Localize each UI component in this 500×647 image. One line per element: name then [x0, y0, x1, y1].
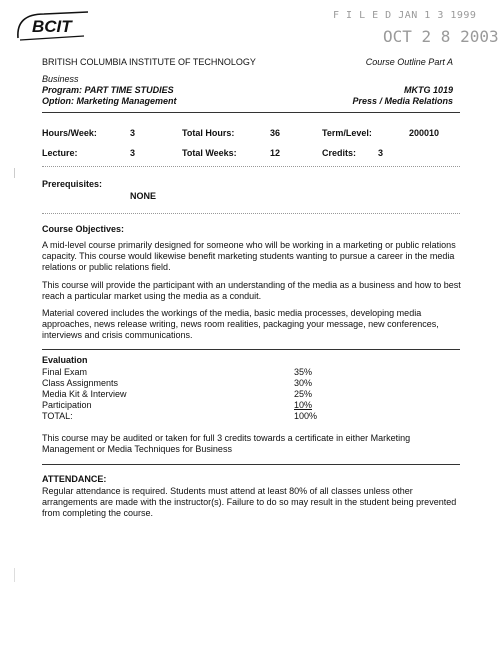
objectives-rule — [42, 349, 460, 350]
evaluation-label: TOTAL: — [42, 411, 73, 421]
total-weeks-value: 12 — [270, 148, 281, 158]
evaluation-percent: 30% — [294, 378, 313, 388]
scan-mark — [14, 568, 15, 582]
objectives-paragraph-3: Material covered includes the workings of the media, basic media processes, developing media approaches, news release writing, news room realities, packaging your message, new conferences, interviews and crisis communications. — [42, 308, 439, 340]
lecture-label: Lecture: — [42, 148, 78, 158]
evaluation-row — [42, 400, 313, 411]
scan-mark — [14, 168, 15, 178]
objectives-title: Course Objectives: — [42, 224, 125, 234]
evaluation-row — [42, 411, 318, 422]
hours-week-label: Hours/Week: — [42, 128, 97, 138]
objectives-paragraph-1: A mid-level course primarily designed for someone who will be working in a marketing or public relations capacity. This course would likewise benefit marketing students wanting to pursue a career in the media relations or public relations field. — [42, 240, 456, 272]
info-rule — [42, 166, 460, 167]
total-weeks-label: Total Weeks: — [182, 148, 237, 158]
attendance-title: ATTENDANCE: — [42, 474, 107, 484]
evaluation-percent: 25% — [294, 389, 313, 399]
evaluation-row — [42, 367, 313, 378]
evaluation-title: Evaluation — [42, 355, 88, 365]
outline-part: Course Outline Part A — [365, 57, 453, 67]
evaluation-label: Participation — [42, 400, 92, 410]
total-hours-label: Total Hours: — [182, 128, 235, 138]
evaluation-note: This course may be audited or taken for full 3 credits towards a certificate in either Marketing Management or Media Techniques for Business — [42, 433, 411, 454]
credits-label: Credits: — [322, 148, 357, 158]
prerequisites-label: Prerequisites: — [42, 179, 103, 189]
received-stamp: OCT 2 8 2003 — [383, 27, 499, 46]
term-level-label: Term/Level: — [322, 128, 372, 138]
evaluation-label: Media Kit & Interview — [42, 389, 127, 399]
evaluation-row — [42, 378, 313, 389]
credits-value: 3 — [378, 148, 384, 158]
header-rule — [42, 112, 460, 113]
total-hours-value: 36 — [270, 128, 281, 138]
option-name: Option: Marketing Management — [42, 96, 177, 106]
hours-week-value: 3 — [130, 128, 136, 138]
school-name: Business — [42, 74, 79, 84]
prereq-rule — [42, 213, 460, 214]
evaluation-percent: 35% — [294, 367, 313, 377]
filed-stamp: F I L E D JAN 1 3 1999 — [333, 10, 477, 21]
evaluation-label: Final Exam — [42, 367, 88, 377]
attendance-text: Regular attendance is required. Students must attend at least 80% of all classes unless other arrangements are made with the instructor(s). Failure to do so may result in the student being prevented from completing the course. — [42, 486, 457, 518]
course-title: Press / Media Relations — [352, 96, 453, 106]
program-name: Program: PART TIME STUDIES — [42, 85, 174, 95]
evaluation-label: Class Assignments — [42, 378, 119, 388]
institute-name: BRITISH COLUMBIA INSTITUTE OF TECHNOLOGY — [42, 57, 256, 67]
lecture-value: 3 — [130, 148, 136, 158]
logo-text: BCIT — [32, 17, 72, 36]
term-level-value: 200010 — [409, 128, 440, 138]
prerequisites-value: NONE — [130, 191, 157, 201]
evaluation-percent: 10% — [294, 400, 313, 410]
bcit-logo — [14, 8, 94, 43]
course-code: MKTG 1019 — [403, 85, 453, 95]
evaluation-percent: 100% — [294, 411, 318, 421]
evaluation-rule — [42, 464, 460, 465]
evaluation-row — [42, 389, 313, 400]
objectives-paragraph-2: This course will provide the participant with an understanding of the media as a business and how to best reach a particular market using the media as a conduit. — [42, 280, 461, 301]
